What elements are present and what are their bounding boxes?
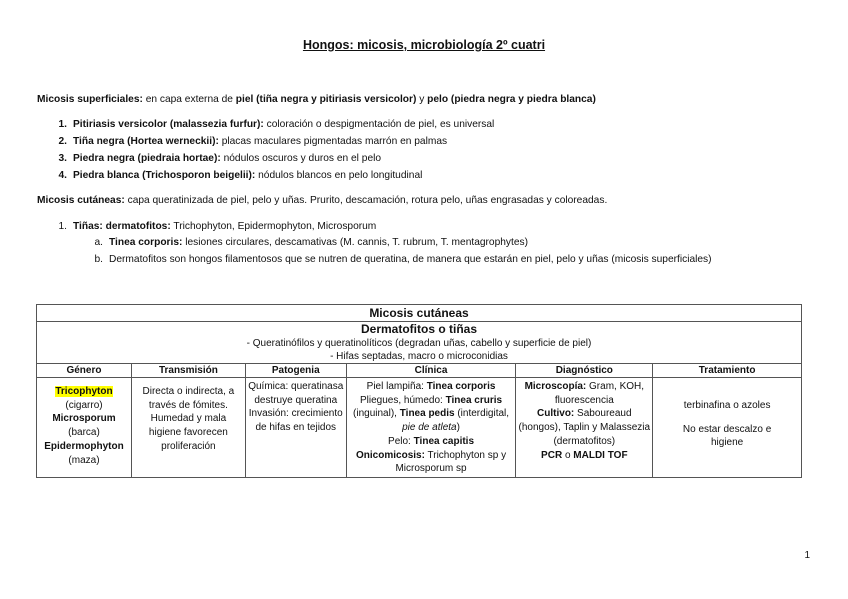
table-bullet: - Hifas septadas, macro o microconidias (330, 351, 508, 362)
text: Piedra blanca (Trichosporon beigelii): (73, 170, 256, 181)
text: Tinea cruris (445, 394, 503, 406)
text: ) (456, 422, 460, 434)
text: Piedra negra (piedraia hortae): (73, 153, 221, 164)
text: (inguinal), (353, 408, 400, 420)
genus-note: (cigarro) (65, 399, 103, 411)
text: pie de atleta (402, 422, 457, 434)
text: Pelo: (388, 435, 414, 447)
text: Tiñas: dermatofitos: (73, 221, 171, 232)
table-subtitle: Dermatofitos o tiñas (360, 322, 477, 336)
list-number: 1. (58, 221, 67, 232)
page-number: 1 (804, 550, 810, 561)
text: capa queratinizada de piel, pelo y uñas. Prurito, descamación, rotura pelo, uñas engrasadas y coloreadas. (124, 195, 608, 206)
list-item (49, 152, 381, 166)
text: Pitiriasis versicolor (malassezia furfur): (73, 119, 264, 130)
text: PCR (541, 449, 563, 461)
list-number: 4. (58, 170, 67, 181)
list-item (49, 135, 447, 149)
text: Tinea corporis: (109, 237, 183, 248)
tratamiento-text: No estar descalzo e higiene (682, 423, 772, 449)
list-letter: a. (94, 237, 103, 248)
column-header: Transmisión (131, 364, 245, 378)
text: y (416, 94, 428, 105)
genus-name: Microsporum (52, 413, 116, 425)
genus-note: (maza) (68, 454, 100, 466)
genus-note: (barca) (68, 427, 100, 439)
text: Tiña negra (Hortea werneckii): (73, 136, 219, 147)
tratamiento-cell (653, 378, 802, 478)
list-number: 3. (58, 153, 67, 164)
list-number: 2. (58, 136, 67, 147)
list-item (49, 118, 494, 132)
column-header: Patogenia (245, 364, 346, 378)
superficiales-heading: Micosis superficiales: (37, 94, 143, 105)
table-bullet: - Queratinófilos y queratinolíticos (degradan uñas, cabello y superficie de piel) (246, 338, 592, 349)
genus-name: Epidermophyton (44, 440, 124, 452)
text: Tinea corporis (426, 381, 496, 392)
table-title: Micosis cutáneas (37, 305, 802, 322)
list-item (85, 253, 712, 267)
list-item (85, 236, 528, 250)
text: Microscopía: (524, 381, 587, 392)
superficiales-paragraph (37, 93, 596, 107)
transmision-cell: Directa o indirecta, a través de fómites. Humedad y mala higiene favorecen proliferación (131, 378, 245, 478)
text: lesiones circulares, descamativas (M. cannis, T. rubrum, T. mentagrophytes) (182, 237, 528, 248)
micosis-table (36, 304, 802, 478)
column-header: Diagnóstico (516, 364, 653, 378)
text: Trichophyton, Epidermophyton, Microsporum (170, 221, 377, 232)
column-header: Clínica (346, 364, 516, 378)
text: Gram, KOH, fluorescencia (554, 381, 645, 406)
text: o (562, 449, 574, 461)
text: Tinea pedis (399, 408, 455, 420)
table-row (37, 378, 802, 478)
text: piel (tiña negra y pitiriasis versicolor) (235, 94, 417, 105)
cutaneas-paragraph (37, 194, 607, 208)
text: Saboureaud (hongos), Taplin y Malassezia (dermatofitos) (518, 408, 651, 447)
column-header: Tratamiento (653, 364, 802, 378)
column-header: Género (37, 364, 132, 378)
table-header-row (37, 364, 802, 378)
genero-cell (37, 378, 132, 478)
text: placas maculares pigmentadas marrón en palmas (218, 136, 448, 147)
text: Trichophyton sp y Microsporum sp (395, 449, 507, 475)
genus-name: Tricophyton (55, 386, 113, 397)
text: Pliegues, húmedo: (359, 394, 446, 406)
text: en capa externa de (142, 94, 236, 105)
text: nódulos oscuros y duros en el pelo (220, 153, 382, 164)
tratamiento-text: terbinafina o azoles (683, 400, 771, 411)
text: Onicomicosis: (356, 449, 425, 461)
text: Tinea capitis (413, 435, 475, 447)
text: coloración o despigmentación de piel, es universal (263, 119, 495, 130)
text: (interdigital, (454, 408, 510, 420)
text: Dermatofitos son hongos filamentosos que se nutren de queratina, de manera que estarán en piel, pelo y uñas (micosis superficiales) (109, 254, 712, 265)
text: MALDI TOF (573, 449, 628, 461)
table-intro (37, 322, 802, 364)
text: pelo (piedra negra y piedra blanca) (427, 94, 596, 105)
document-title: Hongos: micosis, microbiología 2º cuatri (302, 38, 546, 52)
text: nódulos blancos en pelo longitudinal (255, 170, 423, 181)
diagnostico-cell (516, 378, 653, 478)
list-number: 1. (58, 119, 67, 130)
text: Piel lampiña: (366, 381, 427, 392)
cutaneas-heading: Micosis cutáneas: (37, 195, 125, 206)
clinica-cell (346, 378, 516, 478)
list-item (49, 169, 422, 183)
list-letter: b. (94, 254, 103, 265)
patogenia-cell: Química: queratinasa destruye queratina Invasión: crecimiento de hifas en tejidos (245, 378, 346, 478)
list-item (49, 220, 376, 234)
text: Cultivo: (537, 408, 575, 420)
